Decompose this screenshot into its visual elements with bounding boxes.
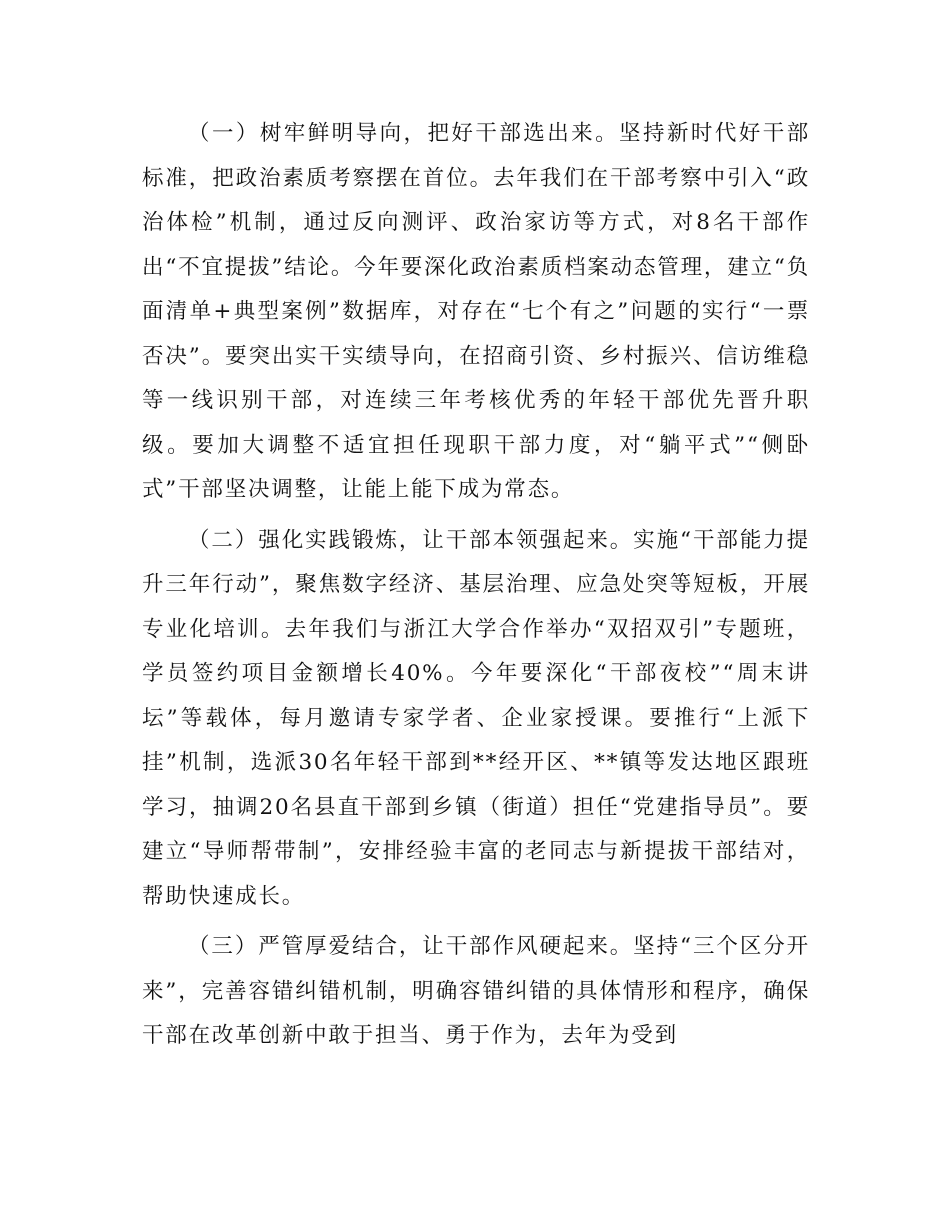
document-body [142, 112, 810, 1059]
paragraph-2: （二）强化实践锻炼，让干部本领强起来。实施“干部能力提升三年行动”，聚焦数字经济、基层治理、应急处突等短板，开展专业化培训。去年我们与浙江大学合作举办“双招双引”专题班，学员签约项目金额增长40%。今年要深化“干部夜校”“周末讲坛”等载体，每月邀请专家学者、企业家授课。要推行“上派下挂”机制，选派30名年轻干部到**经开区、**镇等发达地区跟班学习，抽调20名县直干部到乡镇（街道）担任“党建指导员”。要建立“导师帮带制”，安排经验丰富的老同志与新提拔干部结对，帮助快速成长。 [142, 527, 810, 909]
paragraph-3: （三）严管厚爱结合，让干部作风硬起来。坚持“三个区分开来”，完善容错纠错机制，明确容错纠错的具体情形和程序，确保干部在改革创新中敢于担当、勇于作为，去年为受到 [142, 934, 810, 1048]
paragraph-1: （一）树牢鲜明导向，把好干部选出来。坚持新时代好干部标准，把政治素质考察摆在首位。去年我们在干部考察中引入“政治体检”机制，通过反向测评、政治家访等方式，对8名干部作出“不宜提拔”结论。今年要深化政治素质档案动态管理，建立“负面清单+典型案例”数据库，对存在“七个有之”问题的实行“一票否决”。要突出实干实绩导向，在招商引资、乡村振兴、信访维稳等一线识别干部，对连续三年考核优秀的年轻干部优先晋升职级。要加大调整不适宜担任现职干部力度，对“躺平式”“侧卧式”干部坚决调整，让能上能下成为常态。 [142, 121, 810, 502]
